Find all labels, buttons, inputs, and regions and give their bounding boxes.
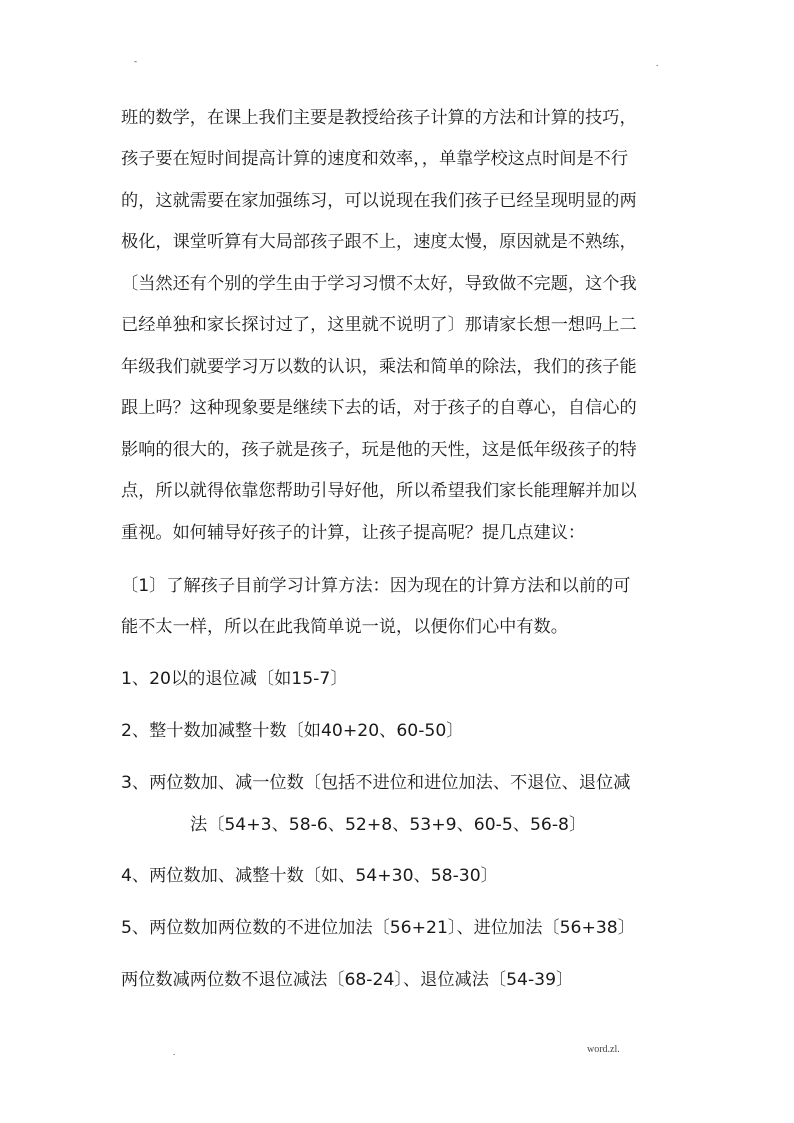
paragraph1-line-5: 〔当然还有个别的学生由于学习习惯不太好，导致做不完题，这个我: [121, 274, 637, 294]
paragraph1-line-6: 已经单独和家长探讨过了，这里就不说明了〕那请家长想一想吗上二: [121, 315, 637, 335]
paragraph1-line-2: 孩子要在短时间提高计算的速度和效率，，单靠学校这点时间是不行: [121, 149, 629, 169]
list-item-2: 2、整十数加减整十数〔如40+20、60-50〕: [121, 721, 464, 741]
list-item-3-line-2: 法〔54+3、58-6、52+8、53+9、60-5、56-8〕: [190, 815, 587, 835]
paragraph1-line-3: 的，这就需要在家加强练习，可以说现在我们孩子已经呈现明显的两: [121, 191, 637, 211]
list-item-5: 5、两位数加两位数的不进位加法〔56+21〕、进位加法〔56+38〕: [121, 918, 635, 938]
paragraph2-line-2: 能不太一样，所以在此我简单说一说，以便你们心中有数。: [121, 617, 568, 637]
list-item-1: 1、20以的退位减〔如15-7〕: [121, 669, 348, 689]
paragraph1-line-10: 点，所以就得依靠您帮助引导好他，所以希望我们家长能理解并加以: [121, 481, 637, 501]
list-item-3-line-1: 3、两位数加、减一位数〔包括不进位和进位加法、不退位、退位减: [121, 773, 631, 793]
paragraph1-line-4: 极化，课堂听算有大局部孩子跟不上，速度太慢，原因就是不熟练，: [121, 232, 637, 252]
list-item-4: 4、两位数加、减整十数〔如、54+30、58-30〕: [121, 866, 498, 886]
paragraph1-line-7: 年级我们就要学习万以数的认识，乘法和简单的除法，我们的孩子能: [121, 357, 637, 377]
list-item-6: 两位数减两位数不退位减法〔68-24〕、退位减法〔54-39〕: [121, 970, 574, 990]
paragraph1-line-8: 跟上吗？这种现象要是继续下去的话，对于孩子的自尊心，自信心的: [121, 398, 637, 418]
header-left-mark: -: [134, 56, 137, 66]
header-right-mark: .: [656, 58, 659, 68]
paragraph1-line-1: 班的数学，在课上我们主要是教授给孩子计算的方法和计算的技巧，: [121, 108, 637, 128]
paragraph1-line-11: 重视。如何辅导好孩子的计算，让孩子提高呢？提几点建议：: [121, 523, 586, 543]
footer-right-text: word.zl.: [587, 1044, 620, 1055]
paragraph2-line-1: 〔1〕了解孩子目前学习计算方法：因为现在的计算方法和以前的可: [121, 576, 631, 596]
paragraph1-line-9: 影响的很大的，孩子就是孩子，玩是他的天性，这是低年级孩子的特: [121, 440, 637, 460]
footer-left-mark: .: [173, 1047, 176, 1057]
